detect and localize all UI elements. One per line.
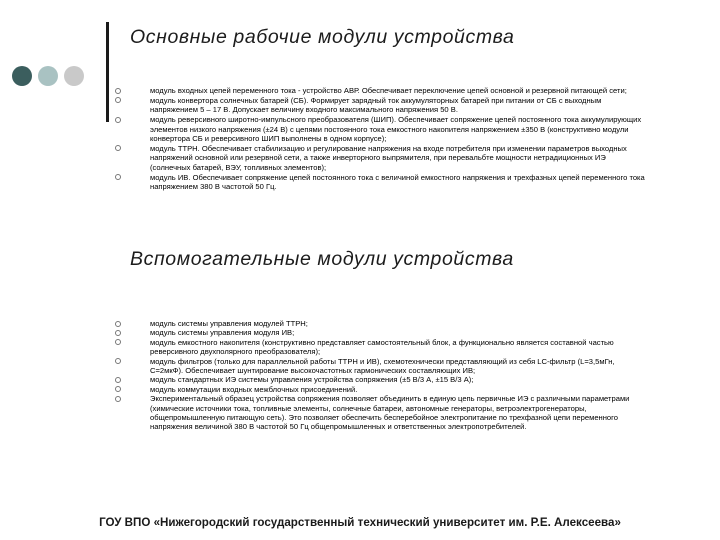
- decorative-vertical-line: [106, 22, 109, 122]
- list-item: [115, 115, 645, 143]
- aux-modules-title: Вспомогательные модули устройства: [130, 248, 514, 270]
- bullet-icon: [115, 145, 121, 151]
- decorative-dot-medium: [38, 66, 58, 86]
- decorative-dot-dark: [12, 66, 32, 86]
- list-item-text: модуль коммутации входных межблочных присоединений.: [150, 384, 358, 394]
- footer-university: ГОУ ВПО «Нижегородский государственный технический университет им. Р.Е. Алексеева»: [99, 516, 621, 529]
- bullet-icon: [115, 386, 121, 392]
- list-item-text: модуль ИВ. Обеспечивает сопряжение цепей постоянного тока с величиной емкостного напряжения и трехфазных цепей переменного тока напряжением 380 В частотой 50 Гц.: [150, 172, 645, 192]
- list-item: [115, 173, 645, 192]
- list-item-text: модуль емкостного накопителя (конструктивно представляет самостоятельный блок, а функционально является составной частью реверсивного двухполярного преобразователя);: [150, 337, 614, 357]
- bullet-icon: [115, 330, 121, 336]
- main-modules-title: Основные рабочие модули устройства: [130, 26, 515, 48]
- list-item-text: модуль системы управления модуля ИВ;: [150, 328, 295, 338]
- aux-modules-list: [115, 319, 645, 432]
- decorative-dot-light: [64, 66, 84, 86]
- bullet-icon: [115, 358, 121, 364]
- bullet-icon: [115, 88, 121, 94]
- list-item: [115, 328, 645, 337]
- bullet-icon: [115, 321, 121, 327]
- decorative-dots: [12, 66, 84, 86]
- list-item: [115, 394, 645, 432]
- bullet-icon: [115, 117, 121, 123]
- list-item-text: модуль стандартных ИЭ системы управления устройства сопряжения (±5 В/3 А, ±15 В/3 А);: [150, 375, 474, 385]
- bullet-icon: [115, 174, 121, 180]
- bullet-icon: [115, 377, 121, 383]
- list-item: [115, 86, 645, 95]
- list-item-text: модуль ТТРН. Обеспечивает стабилизацию и регулирование напряжения на входе потребителя при изменении параметров выходных напряжений основной или резервной сети, а также инверторного выпрямителя, при перевальбте мощности нетрадиционных ИЭ (солнечных батарей, ВЭУ, топливных элементов);: [150, 143, 627, 172]
- list-item-text: модуль конвертора солнечных батарей (СБ). Формирует зарядный ток аккумуляторных батарей при питании от СБ с выходным напряжением 5 – 17 В. Допускает величину входного максимального напряжения 50 В.: [150, 95, 602, 115]
- list-item-text: модуль системы управления модулей ТТРН;: [150, 319, 308, 328]
- list-item: [115, 357, 645, 376]
- main-modules-list: [115, 86, 645, 192]
- list-item: [115, 319, 645, 328]
- list-item-text: Экспериментальный образец устройства сопряжения позволяет объединить в единую цепь первичные ИЭ с различными параметрами (химические источники тока, топливные элементы, солнечные батареи, автономные генераторы, ветроэлектрогенераторы, общепромышленную питающую сеть). Это позволяет обеспечить бесперебойное электропитание по трехфазной цепи переменного напряжения величиной 380 В частотой 50 Гц общепромышленных и ответственных электропотребителей.: [150, 394, 630, 432]
- list-item: [115, 338, 645, 357]
- bullet-icon: [115, 339, 121, 345]
- list-item-text: модуль входных цепей переменного тока - устройство АВР. Обеспечивает переключение цепей основной и резервной питающей сети;: [150, 86, 627, 95]
- list-item-text: модуль реверсивного широтно-импульсного преобразователя (ШИП). Обеспечивает сопряжение цепей постоянного тока аккумулирующих элементов низкого напряжения (±24 В) с цепями постоянного тока емкостного накопителя напряжением ±350 В (конструктивно модули конвертора СБ и реверсивного ШИП выполнены в одном корпусе);: [150, 115, 642, 144]
- list-item: [115, 385, 645, 394]
- list-item-text: модуль фильтров (только для параллельной работы ТТРН и ИВ), схемотехнически представляющий из себя LC-фильтр (L=3,5мГн, С=2мкФ). Обеспечивает шунтирование высокочастотных гармонических составляющих ИВ;: [150, 356, 615, 376]
- list-item: [115, 96, 645, 115]
- bullet-icon: [115, 396, 121, 402]
- list-item: [115, 144, 645, 172]
- list-item: [115, 375, 645, 384]
- bullet-icon: [115, 97, 121, 103]
